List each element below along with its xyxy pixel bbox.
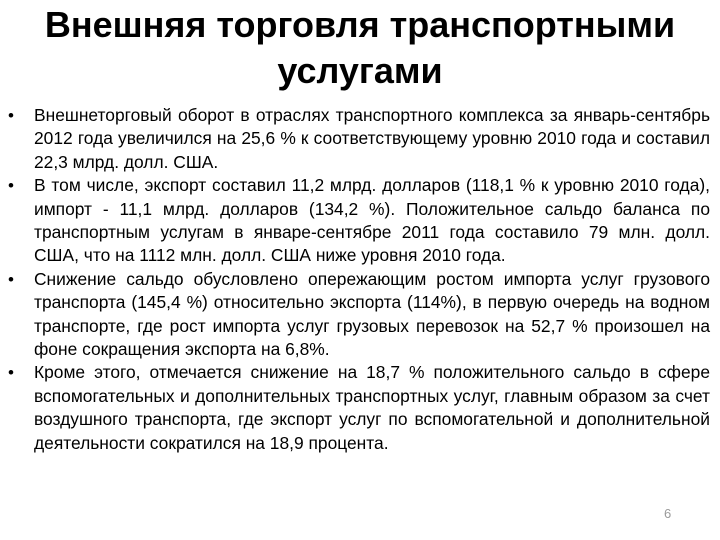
slide-title <box>0 2 720 94</box>
bullet-marker-icon: • <box>8 363 14 383</box>
bullet-list <box>0 104 720 455</box>
bullet-text: В том числе, экспорт составил 11,2 млрд. долларов (118,1 % к уровню 2010 года), импорт - 11,1 млрд. долларов (134,2 %). Положительное сальдо баланса по транспортным услугам в январе-сентябре 2011 года составило 79 млн. долл. США, что на 1112 млн. долл. США ниже уровня 2010 года. <box>34 175 710 266</box>
slide-title-line-2: услугами <box>277 50 443 91</box>
bullet-item-turnover <box>0 104 720 174</box>
bullet-item-auxiliary-services <box>0 361 720 455</box>
bullet-text: Внешнеторговый оборот в отраслях транспортного комплекса за январь-сентябрь 2012 года увеличился на 25,6 % к соответствующему уровню 2010 года и составил 22,3 млрд. долл. США. <box>34 105 710 172</box>
bullet-item-export-import <box>0 174 720 268</box>
bullet-text: Кроме этого, отмечается снижение на 18,7 % положительного сальдо в сфере вспомогательных и дополнительных транспортных услуг, главным образом за счет воздушного транспорта, где экспорт услуг по вспомогательной и дополнительной деятельности сократился на 18,9 процента. <box>34 362 710 453</box>
slide-title-line-1: Внешняя торговля транспортными <box>44 4 676 45</box>
slide-page-number: 6 <box>664 506 672 521</box>
bullet-item-balance-decline <box>0 268 720 362</box>
bullet-marker-icon: • <box>8 269 14 289</box>
bullet-marker-icon: • <box>8 106 14 125</box>
bullet-text: Снижение сальдо обусловлено опережающим ростом импорта услуг грузового транспорта (145,4 %) относительно экспорта (114%), в первую очередь на водном транспорте, где рост импорта услуг грузовых перевозок на 52,7 % произошел на фоне сокращения экспорта на 6,8%. <box>34 268 710 360</box>
bullet-marker-icon: • <box>8 176 14 196</box>
